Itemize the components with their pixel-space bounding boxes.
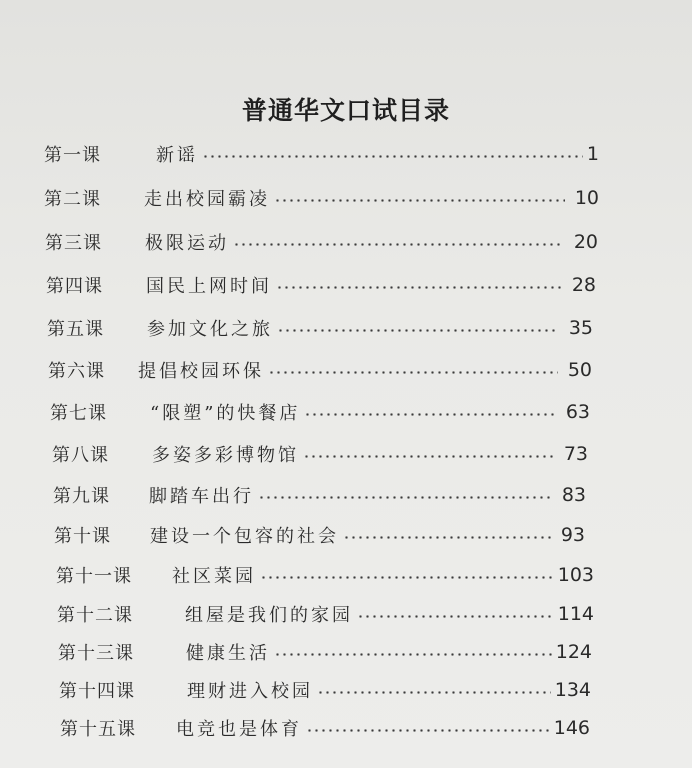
lesson-topic: 电竞也是体育 [176, 719, 302, 740]
toc-row [45, 228, 598, 256]
dot-leader [304, 413, 556, 416]
dot-leader [258, 496, 552, 499]
page-number: 93 [560, 524, 585, 546]
page-number: 114 [557, 603, 594, 625]
lesson-number: 第七课 [50, 403, 107, 424]
page-number: 63 [565, 401, 590, 423]
dot-leader [357, 615, 554, 618]
toc-row [60, 714, 590, 742]
lesson-number: 第三课 [45, 233, 102, 254]
page-number: 28 [571, 274, 596, 296]
page-number: 50 [567, 359, 592, 381]
page-number: 10 [574, 187, 599, 209]
page-number: 103 [557, 564, 594, 586]
dot-leader [233, 243, 564, 246]
page-number: 83 [561, 484, 586, 506]
lesson-topic: 建设一个包容的社会 [150, 526, 339, 547]
lesson-number: 第十一课 [56, 566, 132, 587]
lesson-number: 第十五课 [60, 719, 136, 740]
toc-row [59, 676, 591, 704]
lesson-topic: 提倡校园环保 [138, 361, 264, 382]
dot-leader [268, 371, 558, 374]
page-number: 134 [554, 679, 591, 701]
dot-leader [202, 155, 583, 158]
lesson-number: 第十课 [54, 526, 111, 547]
lesson-topic: 健康生活 [186, 643, 270, 664]
lesson-topic: 参加文化之旅 [147, 319, 273, 340]
toc-row [54, 521, 585, 549]
toc-row [50, 398, 590, 426]
lesson-topic: 国民上网时间 [146, 276, 272, 297]
lesson-number: 第五课 [47, 319, 104, 340]
dot-leader [277, 329, 559, 332]
lesson-number: 第十三课 [58, 643, 134, 664]
toc-row [48, 356, 592, 384]
lesson-number: 第八课 [52, 445, 109, 466]
toc-row [52, 440, 588, 468]
dot-leader [276, 286, 562, 289]
lesson-topic: 极限运动 [145, 233, 229, 254]
lesson-number: 第六课 [48, 361, 105, 382]
page-number: 73 [563, 443, 588, 465]
page-title: 普通华文口试目录 [241, 96, 450, 125]
page-number: 124 [555, 641, 592, 663]
page-number: 1 [586, 143, 599, 165]
lesson-number: 第十二课 [57, 605, 133, 626]
lesson-number: 第十四课 [59, 681, 135, 702]
dot-leader [317, 691, 551, 694]
lesson-number: 第一课 [44, 145, 101, 166]
lesson-topic: 走出校园霸凌 [144, 189, 270, 210]
page-number: 20 [573, 231, 598, 253]
page-number: 35 [568, 317, 593, 339]
lesson-topic: 多姿多彩博物馆 [152, 445, 299, 466]
lesson-topic: 组屋是我们的家园 [185, 605, 353, 626]
dot-leader [274, 199, 565, 202]
toc-row [44, 140, 599, 168]
toc-row [47, 314, 593, 342]
lesson-number: 第九课 [53, 486, 110, 507]
lesson-topic: 新谣 [156, 145, 198, 166]
toc-row [44, 184, 599, 212]
dot-leader [343, 536, 551, 539]
toc-row [46, 271, 596, 299]
dot-leader [306, 729, 550, 732]
lesson-topic: 社区菜园 [172, 566, 256, 587]
lesson-topic: “限塑”的快餐店 [150, 403, 301, 424]
dot-leader [260, 576, 554, 579]
lesson-number: 第四课 [46, 276, 103, 297]
dot-leader [303, 455, 554, 458]
lesson-number: 第二课 [44, 189, 101, 210]
toc-row [57, 600, 594, 628]
lesson-topic: 脚踏车出行 [149, 486, 254, 507]
toc-row [53, 481, 586, 509]
lesson-topic: 理财进入校园 [187, 681, 313, 702]
page-number: 146 [553, 717, 590, 739]
toc-row [56, 561, 594, 589]
dot-leader [274, 653, 552, 656]
toc-row [58, 638, 592, 666]
